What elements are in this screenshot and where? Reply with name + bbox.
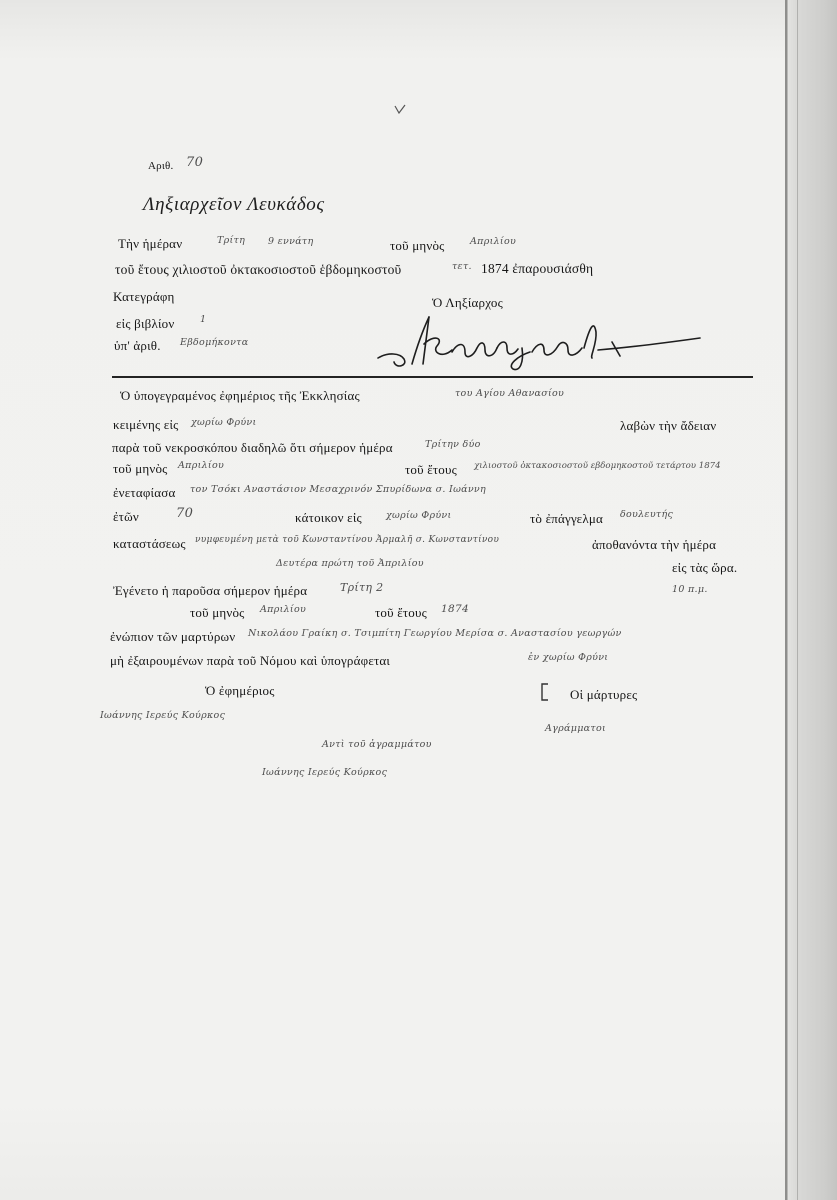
month-label: τοῦ μηνὸς bbox=[390, 238, 445, 253]
recorded-label: Κατεγράφη bbox=[113, 289, 175, 304]
witnesses-signature-label: Οἱ μάρτυρες bbox=[570, 687, 638, 702]
year-suffix: τετ. bbox=[452, 261, 472, 272]
residence-value: χωρίω Φρύνι bbox=[386, 510, 452, 521]
death-day: Δευτέρα πρώτη τοῦ Ἀπριλίου bbox=[276, 558, 424, 569]
office-title: Ληξιαρχεῖον Λευκάδος bbox=[143, 194, 325, 215]
drawn-year-value: 1874 bbox=[441, 603, 469, 615]
priest-line: Ὁ ὑπογεγραμένος ἐφημέριος τῆς Ἐκκλησίας bbox=[120, 388, 360, 403]
record-number-label: Αριθ. bbox=[148, 160, 174, 172]
day-name: Τρίτη bbox=[217, 235, 246, 246]
witnesses-value: Νικολάου Γραίκη σ. Τσιμπίτη Γεωργίου Μερίσα σ. Αναστασίου γεωργών bbox=[248, 628, 622, 639]
registrar-label: Ὁ Ληξίαρχος bbox=[432, 295, 503, 310]
priest-signature: Ιωάννης Ιερεύς Κούρκος bbox=[100, 710, 226, 721]
section-divider bbox=[112, 376, 753, 378]
burial-year-label: τοῦ ἔτους bbox=[405, 462, 457, 477]
registrar-signature bbox=[372, 312, 704, 374]
status-label: καταστάσεως bbox=[113, 536, 186, 551]
occupation-value: δουλευτής bbox=[620, 509, 674, 520]
priest-signature-label: Ὁ ἐφημέριος bbox=[205, 683, 275, 698]
witnesses-label: ἐνώπιον τῶν μαρτύρων bbox=[110, 629, 236, 644]
drawn-year-label: τοῦ ἔτους bbox=[375, 605, 427, 620]
examiner-line: παρὰ τοῦ νεκροσκόπου διαδηλῶ ὅτι σήμερον ἡμέρα bbox=[112, 440, 393, 455]
entry-value: Εβδομήκοντα bbox=[180, 337, 249, 348]
day-label: Τὴν ἡμέραν bbox=[118, 236, 183, 251]
law-line: μὴ ἐξαιρουμένων παρὰ τοῦ Νόμου καὶ ὑπογράφεται bbox=[110, 653, 391, 668]
deceased-name: τον Τσόκι Αναστάσιον Μεσαχρινόν Σπυρίδωνα σ. Ιωάννη bbox=[190, 484, 486, 495]
buried-label: ἐνεταφίασα bbox=[113, 485, 176, 500]
page-edge-line bbox=[797, 0, 798, 1200]
check-mark-icon bbox=[394, 104, 406, 114]
bracket-mark-icon bbox=[540, 683, 550, 701]
status-value: νυμφευμένη μετὰ τοῦ Κωνσταντίνου Ἀρμαλῆ σ. Κωνσταντίνου bbox=[195, 535, 500, 545]
on-behalf-note: Αντὶ τοῦ ἀγραμμάτου bbox=[322, 739, 432, 750]
entry-label: ὑπ' ἀριθ. bbox=[114, 338, 161, 353]
page-edge bbox=[785, 0, 837, 1200]
permit-label: λαβὼν τὴν ἄδειαν bbox=[620, 418, 717, 433]
priest-signature-second: Ιωάννης Ιερεύς Κούρκος bbox=[262, 767, 388, 778]
book-label: εἰς βιβλίον bbox=[116, 316, 175, 331]
drawn-up-label: Ἐγένετο ἡ παροῦσα σήμερον ἡμέρα bbox=[113, 583, 308, 598]
day-number: 9 εννάτη bbox=[268, 236, 314, 247]
death-label: ἀποθανόντα τὴν ἡμέρα bbox=[592, 537, 717, 552]
drawn-month-label: τοῦ μηνὸς bbox=[190, 605, 245, 620]
burial-day: Τρίτην δύο bbox=[425, 439, 481, 450]
church-name: του Αγίου Αθανασίου bbox=[455, 388, 565, 399]
year-presented: 1874 ἐπαρουσιάσθη bbox=[481, 261, 594, 276]
drawn-month-value: Απριλίου bbox=[260, 604, 307, 615]
residence-label: κάτοικον εἰς bbox=[295, 510, 362, 525]
located-label: κειμένης εἰς bbox=[113, 417, 179, 432]
burial-year-value: χιλιοστοῦ ὀκτακοσιοστοῦ εβδομηκοστοῦ τετάρτου 1874 bbox=[474, 461, 721, 471]
witnesses-note: Αγράμματοι bbox=[545, 723, 607, 734]
hour-label: εἰς τὰς ὥρα. bbox=[672, 560, 738, 575]
month-value: Απριλίου bbox=[470, 236, 517, 247]
age-label: ἐτῶν bbox=[113, 509, 139, 524]
drawn-up-day: Τρίτη 2 bbox=[340, 581, 384, 594]
age-value: 70 bbox=[176, 506, 194, 521]
occupation-label: τὸ ἐπάγγελμα bbox=[530, 511, 604, 526]
hour-value: 10 π.μ. bbox=[672, 584, 708, 595]
record-number-value: 70 bbox=[186, 155, 204, 170]
located-value: χωρίω Φρύνι bbox=[191, 417, 257, 428]
book-value: 1 bbox=[200, 314, 207, 325]
burial-month-label: τοῦ μηνὸς bbox=[113, 461, 168, 476]
year-text: τοῦ ἔτους χιλιοστοῦ ὀκτακοσιοστοῦ ἑβδομηκοστοῦ bbox=[115, 262, 402, 277]
burial-month-value: Απριλίου bbox=[178, 460, 225, 471]
witnesses-place: ἐν χωρίω Φρύνι bbox=[528, 652, 609, 663]
